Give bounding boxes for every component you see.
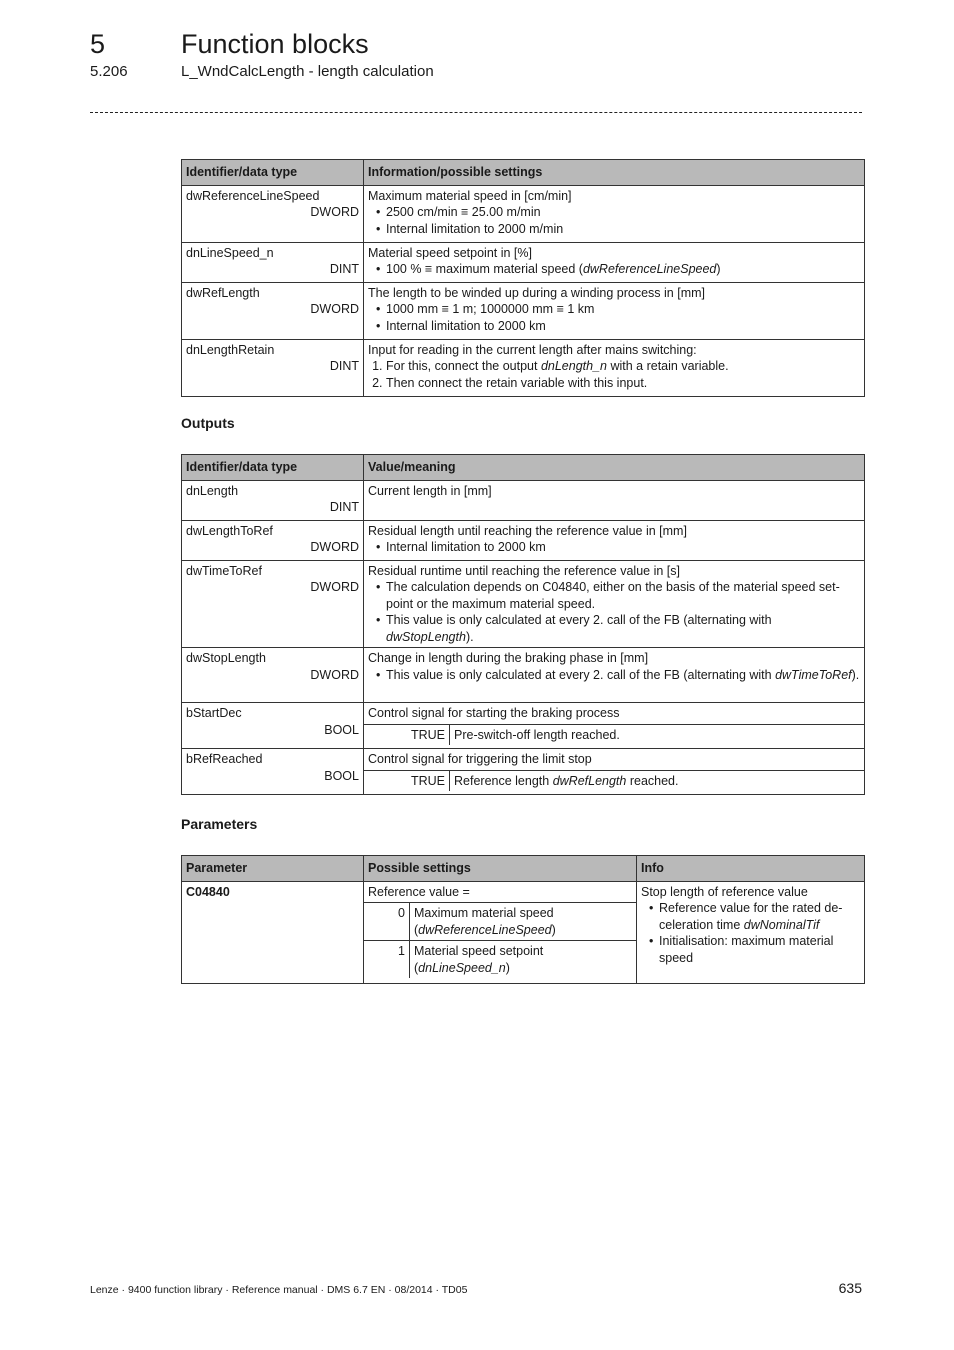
data-type: BOOL <box>324 768 359 783</box>
data-type: DINT <box>329 262 359 276</box>
chapter-title: Function blocks <box>181 29 369 59</box>
bullet: • This value is only calculated at every 2. call of the FB (alternating with dwTimeToRef). <box>386 667 860 684</box>
table-row <box>182 339 865 396</box>
bullet: • Initialisation: maximum material speed <box>659 933 860 966</box>
identifier: dnLengthRetain <box>186 342 275 357</box>
table-row <box>182 185 865 242</box>
table-row <box>182 282 865 339</box>
section-number: 5.206 <box>90 63 128 80</box>
table-row <box>182 703 865 749</box>
table-row <box>182 648 865 703</box>
option-text: Maximum material speed (dwReferenceLineSpeed) <box>414 906 556 937</box>
description: The length to be winded up during a winding process in [mm] <box>368 285 705 300</box>
inputs-col-identifier: Identifier/data type <box>182 160 364 186</box>
bullet: • 100 % ≡ maximum material speed (dwReferenceLineSpeed) <box>386 261 860 278</box>
data-type: DWORD <box>310 580 359 594</box>
outputs-col-value: Value/meaning <box>364 455 865 481</box>
bullet: • 2500 cm/min ≡ 25.00 m/min <box>386 204 860 221</box>
description: Material speed setpoint in [%] <box>368 245 532 260</box>
identifier: dwTimeToRef <box>186 563 262 578</box>
info-title: Stop length of reference value <box>641 884 808 899</box>
table-row <box>182 480 865 520</box>
description: Maximum material speed in [cm/min] <box>368 188 572 203</box>
identifier: dwRefLength <box>186 285 260 300</box>
outputs-table <box>181 454 865 795</box>
chapter-number: 5 <box>90 29 106 59</box>
description: Control signal for triggering the limit stop <box>368 752 592 766</box>
data-type: DWORD <box>310 302 359 316</box>
setting-option <box>364 940 636 978</box>
value-row <box>364 724 864 746</box>
inputs-col-info: Information/possible settings <box>364 160 865 186</box>
bullet: • Internal limitation to 2000 km <box>386 318 860 335</box>
parameter-code: C04840 <box>186 884 230 899</box>
step: 1. For this, connect the output dnLength_n with a retain variable. <box>386 358 860 375</box>
outputs-heading: Outputs <box>181 415 235 431</box>
step: 2. Then connect the retain variable with this input. <box>386 375 860 392</box>
option-key: 0 <box>364 903 410 940</box>
description: Change in length during the braking phase in [mm] <box>368 651 649 665</box>
bullet: • Internal limitation to 2000 m/min <box>386 221 860 238</box>
data-type: DWORD <box>310 540 359 554</box>
identifier: dwLengthToRef <box>186 523 273 538</box>
bullet: • 1000 mm ≡ 1 m; 1000000 mm ≡ 1 km <box>386 301 860 318</box>
table-row <box>182 881 865 983</box>
value-meaning: Pre-switch-off length reached. <box>454 727 620 742</box>
value-key: TRUE <box>364 725 450 746</box>
parameters-col-parameter: Parameter <box>182 856 364 882</box>
identifier: dwStopLength <box>186 651 266 665</box>
description: Current length in [mm] <box>368 483 492 498</box>
bullet: • The calculation depends on C04840, either on the basis of the material speed set-point or the maximum material speed. <box>386 579 860 612</box>
identifier: dnLength <box>186 483 239 498</box>
table-row <box>182 520 865 560</box>
parameters-table <box>181 855 865 984</box>
page-number: 635 <box>838 1280 862 1296</box>
description: Residual length until reaching the reference value in [mm] <box>368 523 687 538</box>
data-type: BOOL <box>324 722 359 737</box>
description: Input for reading in the current length after mains switching: <box>368 342 697 357</box>
description: Residual runtime until reaching the reference value in [s] <box>368 563 680 578</box>
setting-option <box>364 902 636 940</box>
inputs-table <box>181 159 865 397</box>
data-type: DINT <box>329 500 359 514</box>
outputs-col-identifier: Identifier/data type <box>182 455 364 481</box>
parameters-col-info: Info <box>637 856 865 882</box>
identifier: dnLineSpeed_n <box>186 245 274 260</box>
option-text: Material speed setpoint (dnLineSpeed_n) <box>414 944 544 975</box>
footer-text: Lenze · 9400 function library · Reference manual · DMS 6.7 EN · 08/2014 · TD05 <box>90 1284 468 1296</box>
data-type: DINT <box>329 359 359 373</box>
value-key: TRUE <box>364 771 450 792</box>
option-key: 1 <box>364 941 410 978</box>
settings-title: Reference value = <box>368 884 470 899</box>
identifier: bStartDec <box>186 706 242 720</box>
identifier: bRefReached <box>186 752 263 766</box>
value-meaning: Reference length dwRefLength reached. <box>454 773 679 788</box>
bullet: • Reference value for the rated de-celeration time dwNominalTif <box>659 900 860 933</box>
table-row <box>182 749 865 795</box>
data-type: DWORD <box>310 667 359 682</box>
section-title: L_WndCalcLength - length calculation <box>181 63 434 80</box>
parameters-col-settings: Possible settings <box>364 856 637 882</box>
bullet: • Internal limitation to 2000 km <box>386 539 860 556</box>
description: Control signal for starting the braking process <box>368 706 620 720</box>
value-row <box>364 770 864 792</box>
table-row <box>182 560 865 648</box>
header-divider <box>90 112 862 113</box>
parameters-heading: Parameters <box>181 816 258 832</box>
bullet: • This value is only calculated at every 2. call of the FB (alternating with dwStopLength). <box>386 612 860 645</box>
identifier: dwReferenceLineSpeed <box>186 188 320 203</box>
table-row <box>182 242 865 282</box>
data-type: DWORD <box>310 205 359 219</box>
